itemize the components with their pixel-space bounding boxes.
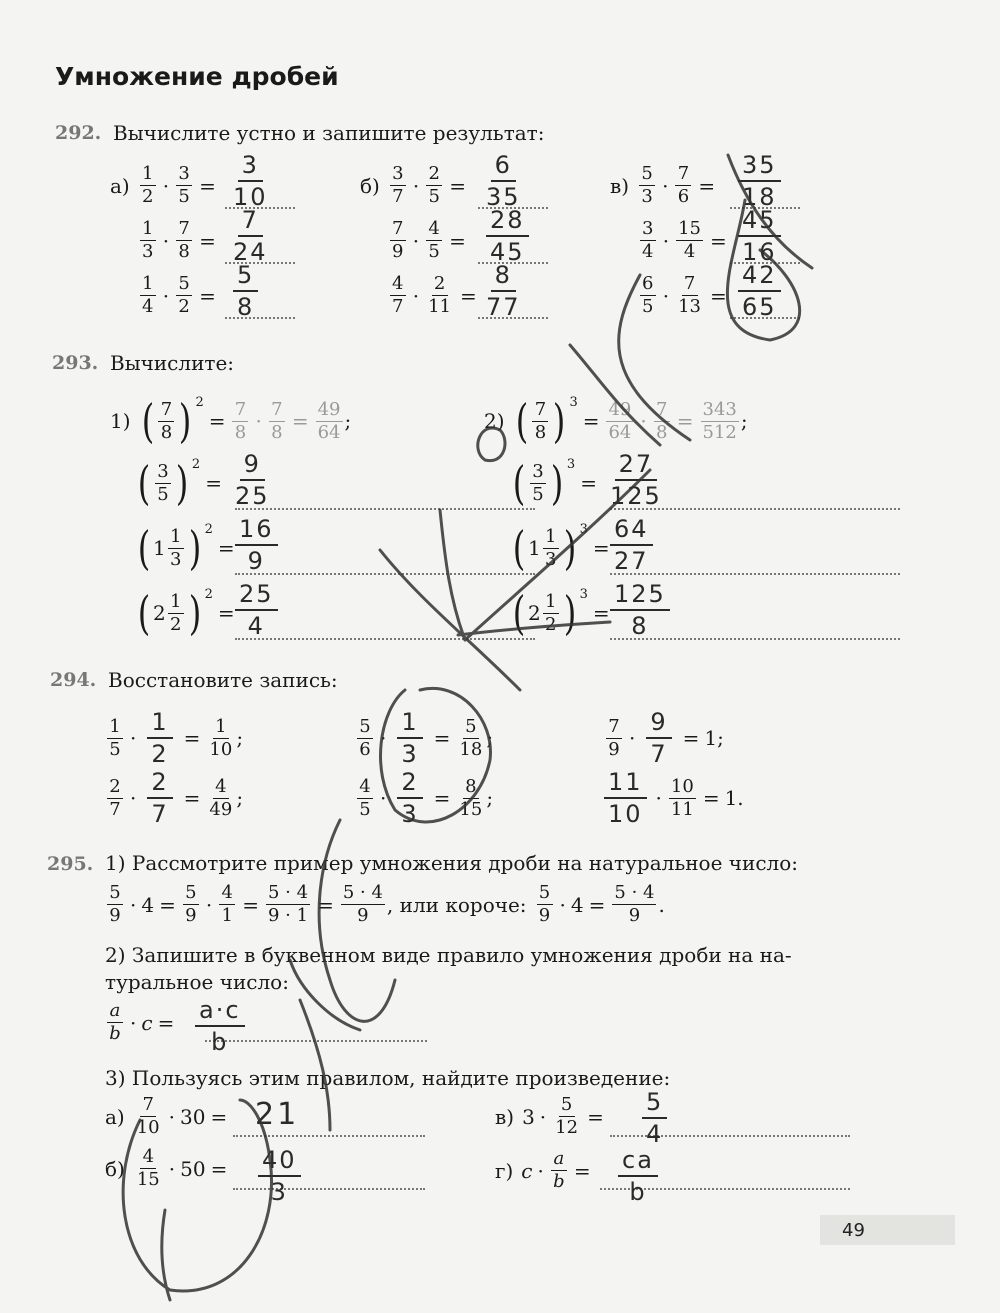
fraction: $\frac{2}{5}$ [426,165,442,206]
task-294-row-6: 11 10 · $\frac{10}{11}$ = 1. [604,770,744,826]
handwritten-answer: 25 4 [235,582,278,638]
task-293-text: Вычислите: [110,351,235,375]
handwritten-answer: 35 18 [738,153,781,209]
fraction: $\frac{1}{3}$ [168,528,184,569]
handwritten-fraction: $\frac{2}{3}$ [397,770,422,826]
answer-line [610,573,900,575]
pen-stroke [300,1000,330,1130]
page-number: 49 [820,1215,955,1245]
task-295-item-g: г) c · $\frac{a}{b}$ = [495,1148,591,1192]
pen-stroke [380,550,520,690]
handwritten-fraction: $\frac{1}{3}$ [397,710,422,766]
fraction: $\frac{3}{4}$ [640,220,656,261]
task-295-rule: $\frac{a}{b}$ · c = [105,1002,179,1043]
task-292-a-row-3: $\frac{1}{4}$ · $\frac{5}{2}$ = [110,275,221,316]
pen-stroke [162,1210,170,1300]
handwritten-answer: 5 4 [642,1090,667,1146]
handwritten-answer: 27 125 [610,450,662,510]
fraction: $\frac{4}{49}$ [209,775,233,820]
fraction: $\frac{1}{10}$ [209,715,233,760]
task-294-row-4: $\frac{4}{5}$ · $\frac{2}{3}$ = $\frac{8}{15}$ ; [355,770,493,826]
task-295-part-2-text-line-2: туральное число: [105,970,289,994]
task-293-left-row-1: ( $\frac{3}{5}$ ) 2 = [137,456,222,510]
fraction: $\frac{49}{64}$ [317,398,341,443]
fraction: $\frac{5}{2}$ [176,275,192,316]
pen-stroke [440,510,465,640]
task-295-part-2-text-line-1: 2) Запишите в буквенном виде правило умножения дроби на на- [105,943,792,967]
fraction: $\frac{5}{6}$ [357,718,373,759]
fraction: $\frac{5 \cdot 4}{9}$ [342,882,383,926]
fraction: $\frac{4}{5}$ [426,220,442,261]
fraction: $\frac{7}{6}$ [675,165,691,206]
handwritten-answer: 6 35 [486,151,521,211]
task-295-number: 295. [47,853,94,875]
fraction: $\frac{5}{12}$ [555,1094,579,1138]
fraction: $\frac{8}{15}$ [459,775,483,820]
page-title: Умножение дробей [55,62,339,91]
task-292-c-row-3: $\frac{6}{5}$ · $\frac{7}{13}$ = [610,275,732,316]
fraction: $\frac{2}{11}$ [428,273,451,317]
fraction: $\frac{7}{9}$ [606,718,622,759]
fraction: $\frac{1}{3}$ [140,220,156,261]
task-295-item-b: б) $\frac{4}{15}$ · 50 = [105,1146,228,1190]
task-292-c-row-1: в) $\frac{5}{3}$ · $\frac{7}{6}$ = [610,163,716,207]
fraction: $\frac{5 \cdot 4}{9}$ [614,882,655,926]
pen-stroke [290,960,360,1030]
fraction: $\frac{2}{7}$ [107,778,123,819]
handwritten-answer: 9 25 [235,450,270,510]
fraction: $\frac{7}{8}$ [158,401,174,442]
fraction: $\frac{7}{8}$ [532,401,548,442]
label: 2) [484,409,505,433]
fraction: $\frac{a}{b}$ [107,1002,123,1043]
task-294-number: 294. [50,669,97,691]
handwritten-answer: a·c b [195,998,245,1054]
fraction: $\frac{7}{13}$ [678,273,701,317]
fraction: $\frac{5 \cdot 4}{9 \cdot 1}$ [267,882,309,926]
handwritten-fraction: $\frac{1}{2}$ [147,710,172,766]
fraction: $\frac{7}{8}$ [176,220,192,261]
task-294-row-5: $\frac{7}{9}$ · $\frac{9}{7}$ = 1; [604,710,724,766]
fraction: $\frac{1}{2}$ [543,593,559,634]
task-295-part-1-text: 1) Рассмотрите пример умножения дроби на натуральное число: [105,851,799,875]
fraction: $\frac{5}{9}$ [183,884,199,925]
fraction: $\frac{7}{10}$ [136,1094,160,1138]
fraction: $\frac{4}{7}$ [390,275,406,316]
task-295-item-a: а) $\frac{7}{10}$ · 30 = [105,1094,228,1138]
label: б) [360,173,380,198]
handwritten-answer: 21 [255,1097,300,1132]
task-293-right-row-2: ( 1 $\frac{1}{3}$ ) 3 = [512,521,610,575]
task-293-example-2: 2) ( $\frac{7}{8}$ ) 3 = $\frac{49}{64}$ · $\frac{7}{8}$ = $\frac{343}{512}$ ; [484,394,748,448]
answer-line [235,573,535,575]
fraction: $\frac{1}{2}$ [140,165,156,206]
task-293-right-row-3: ( 2 $\frac{1}{2}$ ) 3 = [512,586,610,640]
fraction: $\frac{3}{5}$ [530,463,546,504]
task-295-example: $\frac{5}{9}$ · 4 = $\frac{5}{9}$ · $\frac{4}{1}$ = $\frac{5 \cdot 4}{9 \cdot 1}$ = $\frac{5 \cdot 4}{9}$ , или короче: $\frac{5}{9}$ · 4 = $\frac{5 \cdot 4}{9}$ . [105,884,665,925]
fraction: $\frac{5}{3}$ [639,165,655,206]
fraction: $\frac{1}{3}$ [543,528,559,569]
task-293-number: 293. [52,352,99,374]
label: в) [610,173,630,198]
fraction: $\frac{15}{4}$ [678,218,701,262]
task-292-b-row-1: б) $\frac{3}{7}$ · $\frac{2}{5}$ = [360,163,466,207]
task-292-a-row-2: $\frac{1}{3}$ · $\frac{7}{8}$ = [110,220,221,261]
task-292-c-row-2: $\frac{3}{4}$ · $\frac{15}{4}$ = [610,220,732,261]
task-294-text: Восстановите запись: [108,668,338,692]
task-294-row-1: $\frac{1}{5}$ · $\frac{1}{2}$ = $\frac{1}{10}$ ; [105,710,243,766]
fraction: $\frac{1}{4}$ [140,275,156,316]
fraction: $\frac{7}{8}$ [232,401,248,442]
answer-line [235,638,535,640]
handwritten-answer: 8 77 [486,261,521,321]
handwritten-answer: 5 8 [233,263,258,319]
task-292-b-row-2: $\frac{7}{9}$ · $\frac{4}{5}$ = [360,220,471,261]
fraction: $\frac{3}{7}$ [390,165,406,206]
task-295-part-3-text: 3) Пользуясь этим правилом, найдите произведение: [105,1066,671,1090]
handwritten-answer: 64 27 [610,517,653,573]
fraction: $\frac{4}{15}$ [136,1146,160,1190]
fraction: $\frac{10}{11}$ [670,775,694,820]
answer-line [233,1135,425,1137]
answer-line [235,508,535,510]
task-292-number: 292. [55,122,102,144]
handwritten-answer: 28 45 [486,208,529,264]
fraction: $\frac{5}{9}$ [537,884,553,925]
fraction: $\frac{5}{9}$ [107,884,123,925]
fraction: $\frac{4}{1}$ [219,884,235,925]
handwritten-answer: 3 10 [233,151,268,211]
handwritten-answer: 40 3 [258,1148,301,1204]
handwritten-answer: 45 16 [738,208,781,264]
task-292-text: Вычислите устно и запишите результат: [113,121,545,145]
task-293-right-row-1: ( $\frac{3}{5}$ ) 3 = [512,456,597,510]
task-293-left-row-3: ( 2 $\frac{1}{2}$ ) 2 = [137,586,235,640]
task-295-item-v: в) 3 · $\frac{5}{12}$ = [495,1094,604,1138]
fraction: $\frac{1}{2}$ [168,593,184,634]
fraction: $\frac{7}{9}$ [390,220,406,261]
task-292-b-row-3: $\frac{4}{7}$ · $\frac{2}{11}$ = [360,275,482,316]
fraction: $\frac{7}{8}$ [654,401,670,442]
fraction: $\frac{4}{5}$ [357,778,373,819]
fraction: $\frac{1}{5}$ [107,718,123,759]
fraction: $\frac{7}{8}$ [269,401,285,442]
handwritten-answer: 16 9 [235,517,278,573]
fraction: $\frac{6}{5}$ [640,275,656,316]
fraction: $\frac{49}{64}$ [608,398,632,443]
task-292-a-row-1: а) $\frac{1}{2}$ · $\frac{3}{5}$ = [110,163,216,207]
handwritten-answer: 125 8 [610,582,670,638]
fraction: $\frac{5}{18}$ [459,715,483,760]
handwritten-answer: 7 24 [233,206,268,266]
task-294-row-2: $\frac{2}{7}$ · $\frac{2}{7}$ = $\frac{4}{49}$ ; [105,770,243,826]
handwritten-fraction: $\frac{2}{7}$ [147,770,172,826]
handwritten-fraction: 11 10 [604,770,647,826]
task-293-left-row-2: ( 1 $\frac{1}{3}$ ) 2 = [137,521,235,575]
label: 1) [110,409,131,433]
fraction: $\frac{3}{5}$ [176,165,192,206]
fraction: $\frac{3}{5}$ [155,463,171,504]
handwritten-answer: ca b [618,1148,658,1204]
task-293-example-1: 1) ( $\frac{7}{8}$ ) 2 = $\frac{7}{8}$ · $\frac{7}{8}$ = $\frac{49}{64}$ ; [110,394,352,448]
handwritten-answer: 42 65 [738,263,781,319]
handwritten-fraction: $\frac{9}{7}$ [646,710,671,766]
label: а) [110,173,130,198]
answer-line [610,638,900,640]
fraction: $\frac{a}{b}$ [551,1150,567,1191]
task-294-row-3: $\frac{5}{6}$ · $\frac{1}{3}$ = $\frac{5}{18}$ ; [355,710,493,766]
fraction: $\frac{343}{512}$ [702,398,737,443]
